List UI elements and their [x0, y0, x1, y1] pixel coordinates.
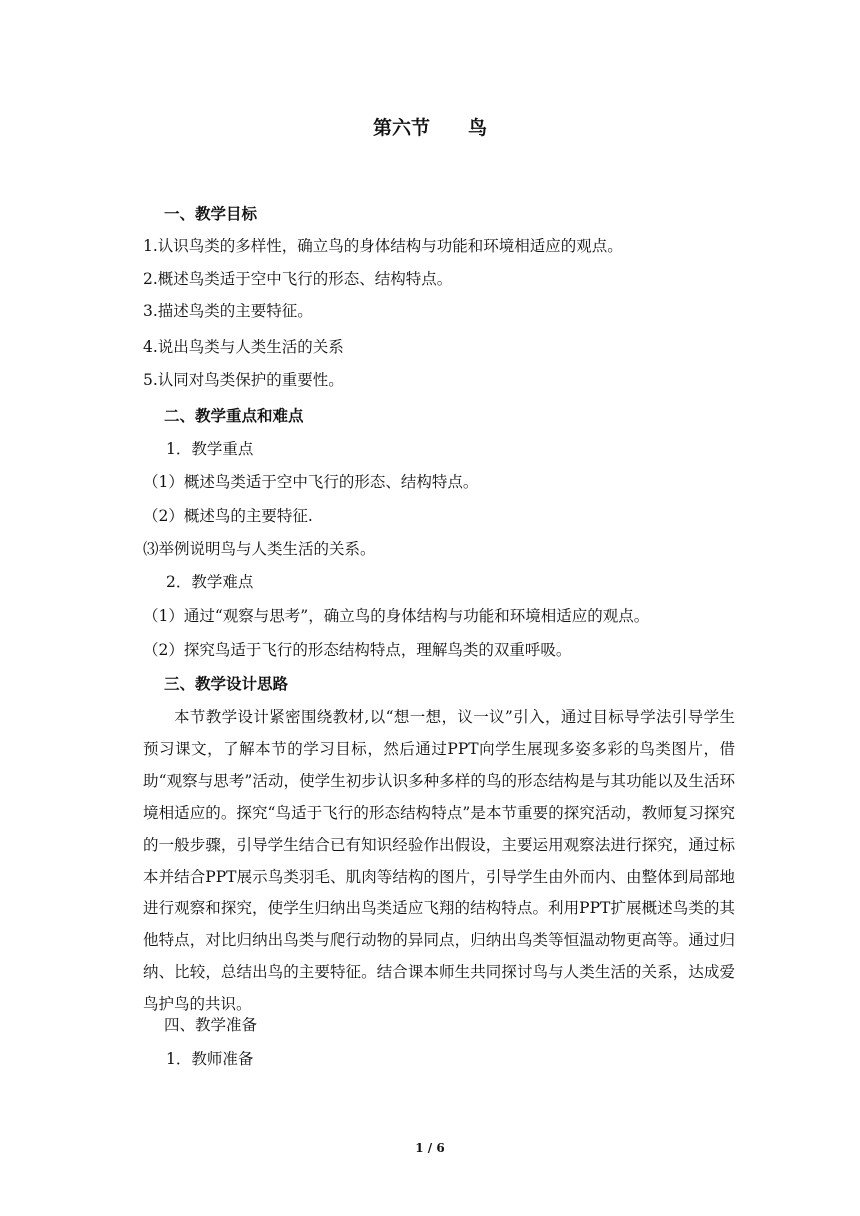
design-paragraph: 本节教学设计紧密围绕教材,以“想一想，议一议”引入，通过目标导学法引导学生预习课文，了解本节的学习目标，然后通过PPT向学生展现多姿多彩的鸟类图片，借助“观察与思考”活动，使学生初步认识多种多样的鸟的形态结构是与其功能以及生活环境相适应的。探究“鸟适于飞行的形态结构特点”是本节重要的探究活动，教师复习探究的一般步骤，引导学生结合已有知识经验作出假设，主要运用观察法进行探究，通过标本并结合PPT展示鸟类羽毛、肌肉等结构的图片，引导学生由外而内、由整体到局部地进行观察和探究，使学生归纳出鸟类适应飞翔的结构特点。利用PPT扩展概述鸟类的其他特点，对比归纳出鸟类与爬行动物的异同点，归纳出鸟类等恒温动物更高等。通过归纳、比较，总结出鸟的主要特征。结合课本师生共同探讨鸟与人类生活的关系，达成爱鸟护鸟的共识。 — [143, 708, 735, 1014]
focus-item: （1）概述鸟类适于空中飞行的形态、结构特点。 — [143, 473, 479, 491]
section-heading-key-points: 二、教学重点和难点 — [164, 406, 304, 425]
goal-item: 2.概述鸟类适于空中飞行的形态、结构特点。 — [143, 270, 453, 288]
section-heading-design: 三、教学设计思路 — [164, 674, 289, 693]
subheading-teacher: 1．教师准备 — [166, 1050, 254, 1068]
difficulty-item: （2）探究鸟适于飞行的形态结构特点，理解鸟类的双重呼吸。 — [143, 641, 572, 659]
goal-item: 1.认识鸟类的多样性，确立鸟的身体结构与功能和环境相适应的观点。 — [143, 237, 623, 255]
subheading-focus: 1．教学重点 — [166, 440, 254, 458]
goal-item: 5.认同对鸟类保护的重要性。 — [143, 371, 344, 389]
focus-item: ⑶举例说明鸟与人类生活的关系。 — [143, 540, 376, 558]
section-heading-preparation: 四、教学准备 — [164, 1016, 258, 1034]
difficulty-item: （1）通过“观察与思考”，确立鸟的身体结构与功能和环境相适应的观点。 — [143, 607, 650, 625]
goal-item: 3.描述鸟类的主要特征。 — [143, 302, 313, 320]
section-heading-goals: 一、教学目标 — [164, 204, 258, 223]
page-title: 第六节 鸟 — [372, 117, 487, 139]
subheading-difficulty: 2．教学难点 — [166, 573, 254, 591]
page-number: 1 / 6 — [415, 1141, 445, 1155]
goal-item: 4.说出鸟类与人类生活的关系 — [143, 338, 344, 356]
focus-item: （2）概述鸟的主要特征. — [143, 507, 313, 525]
